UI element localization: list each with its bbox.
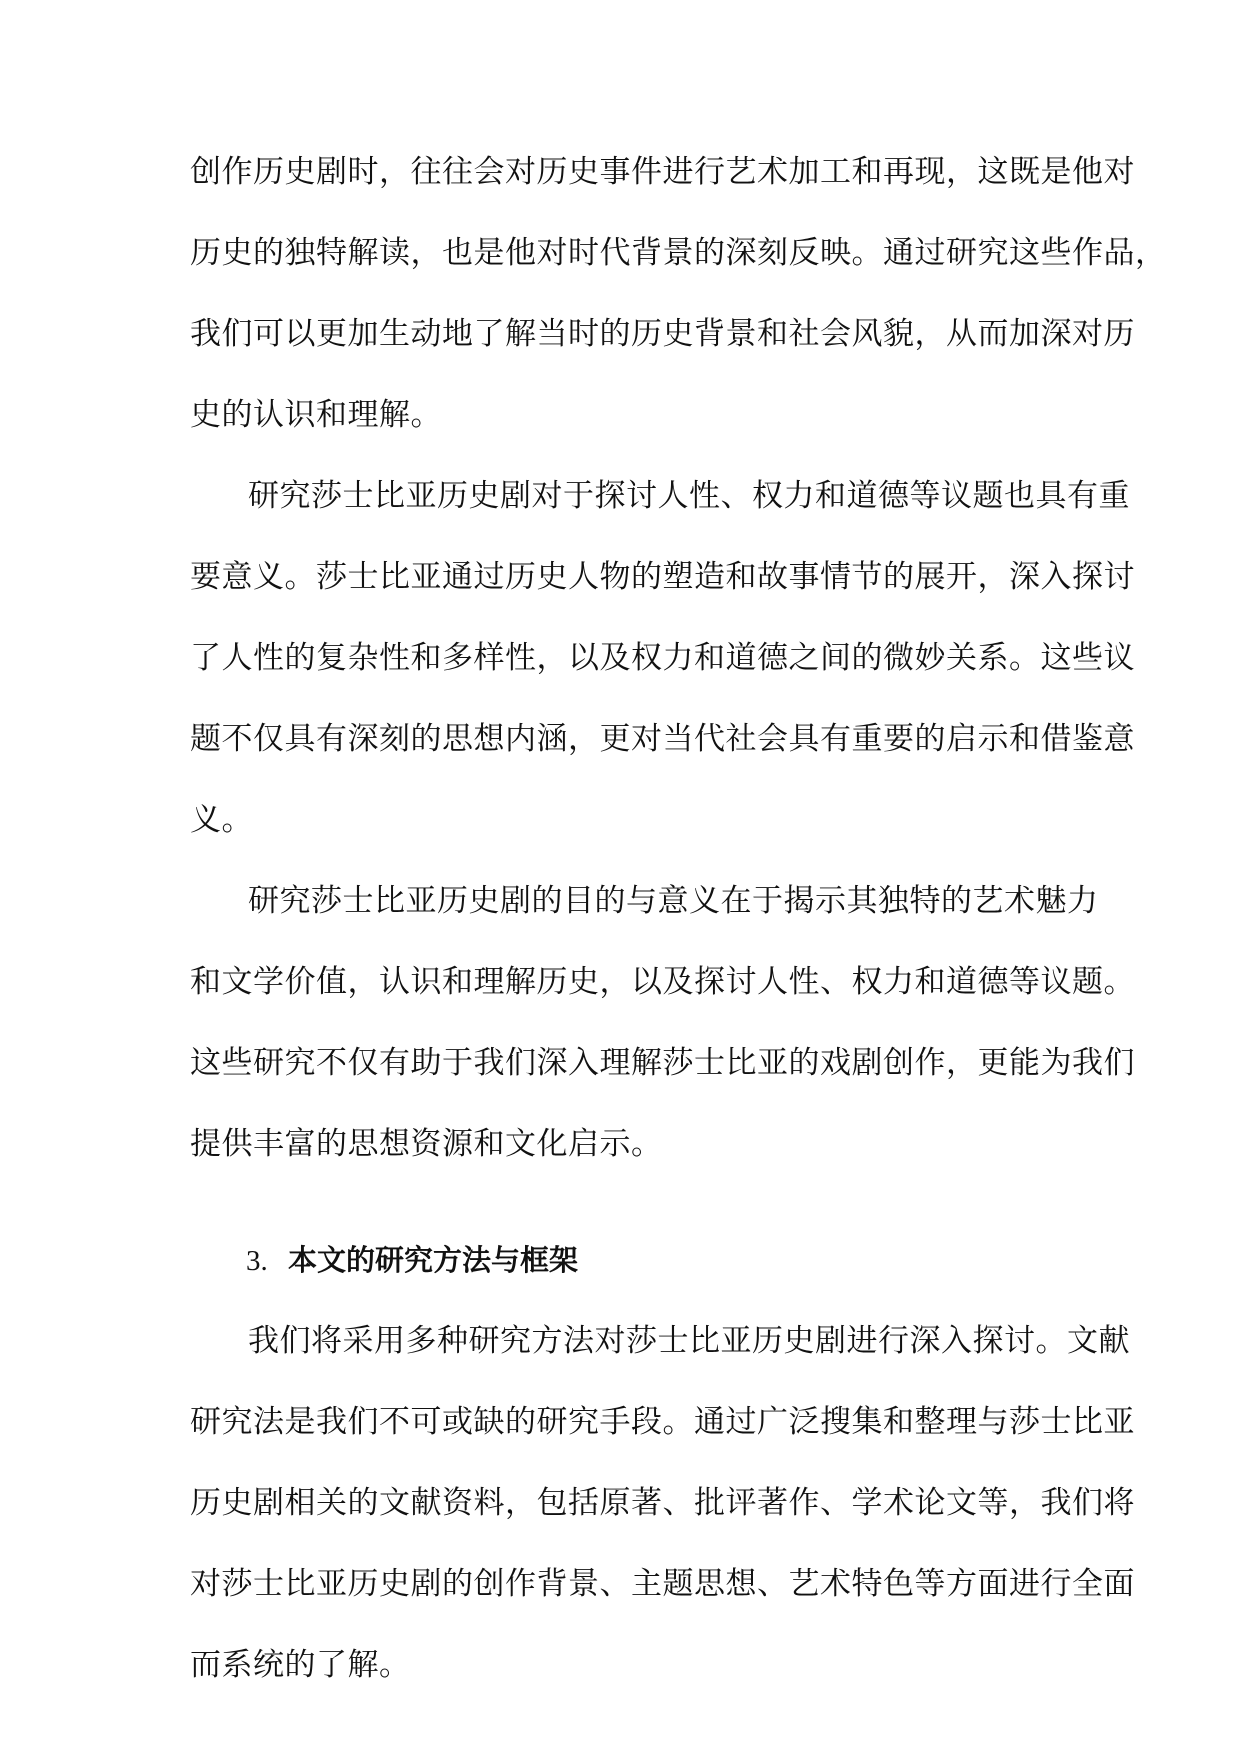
- text-line: 我们将采用多种研究方法对莎士比亚历史剧进行深入探讨。文献: [248, 1323, 1130, 1359]
- paragraph-purpose-summary: [190, 869, 1135, 1193]
- document-page: [190, 140, 1167, 1714]
- text-line: 义。: [190, 802, 253, 838]
- section-heading: [190, 1228, 1058, 1309]
- section-number: 3.: [246, 1245, 268, 1277]
- text-line: 和文学价值，认识和理解历史，以及探讨人性、权力和道德等议题。: [190, 964, 1135, 1000]
- text-line: 研究法是我们不可或缺的研究手段。通过广泛搜集和整理与莎士比亚: [190, 1404, 1135, 1440]
- text-line: 提供丰富的思想资源和文化启示。: [190, 1126, 663, 1162]
- text-line: 对莎士比亚历史剧的创作背景、主题思想、艺术特色等方面进行全面: [190, 1566, 1135, 1602]
- text-line: 研究莎士比亚历史剧对于探讨人性、权力和道德等议题也具有重: [248, 478, 1130, 514]
- text-line: 我们可以更加生动地了解当时的历史背景和社会风貌，从而加深对历: [190, 316, 1135, 352]
- section-spacer: [190, 1193, 1058, 1228]
- text-line: 了人性的复杂性和多样性，以及权力和道德之间的微妙关系。这些议: [190, 640, 1135, 676]
- text-line: 要意义。莎士比亚通过历史人物的塑造和故事情节的展开，深入探讨: [190, 559, 1135, 595]
- paragraph-continued: [190, 140, 1167, 464]
- text-line: 历史剧相关的文献资料，包括原著、批评著作、学术论文等，我们将: [190, 1485, 1135, 1521]
- text-line: 史的认识和理解。: [190, 397, 442, 433]
- text-line: 题不仅具有深刻的思想内涵，更对当代社会具有重要的启示和借鉴意: [190, 721, 1135, 757]
- paragraph-methods: [190, 1309, 1135, 1714]
- text-line: 历史的独特解读，也是他对时代背景的深刻反映。通过研究这些作品，: [190, 235, 1167, 271]
- section-title: 本文的研究方法与框架: [288, 1243, 579, 1277]
- paragraph-human-nature: [190, 464, 1135, 869]
- text-line: 而系统的了解。: [190, 1647, 411, 1683]
- text-line: 这些研究不仅有助于我们深入理解莎士比亚的戏剧创作，更能为我们: [190, 1045, 1135, 1081]
- text-line: 创作历史剧时，往往会对历史事件进行艺术加工和再现，这既是他对: [190, 154, 1135, 190]
- text-line: 研究莎士比亚历史剧的目的与意义在于揭示其独特的艺术魅力: [248, 883, 1099, 919]
